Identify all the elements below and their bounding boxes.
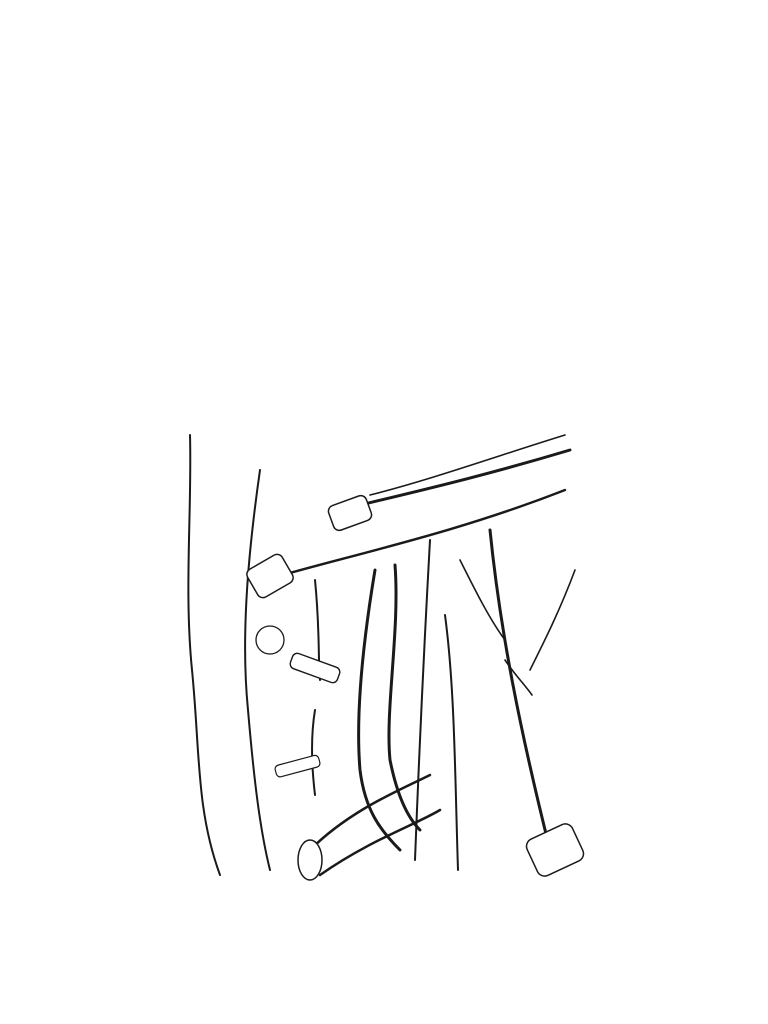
peach-branch-illustration — [170, 330, 590, 885]
document-text — [89, 87, 689, 147]
